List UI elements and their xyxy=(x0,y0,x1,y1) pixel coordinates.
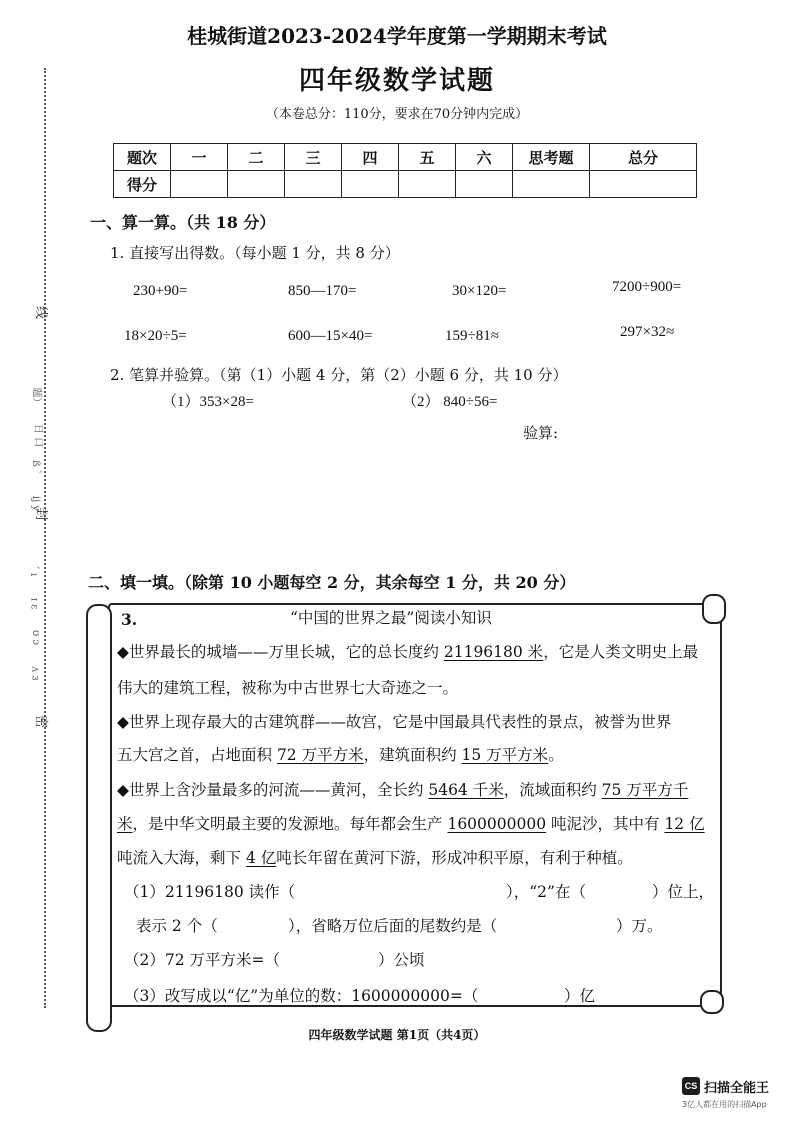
sub1-part6: ）万。 xyxy=(616,917,663,935)
answer-blank[interactable] xyxy=(288,952,376,970)
sub1-part3: ）位上， xyxy=(652,883,715,901)
q3-title: “中国的世界之最”阅读小知识 xyxy=(290,609,492,627)
calc-item: 600—15×40= xyxy=(288,328,373,344)
score-blank-cell[interactable] xyxy=(456,171,513,198)
binding-char-xian: 线 xyxy=(33,305,49,320)
check-label: 验算: xyxy=(523,424,559,442)
page-footer: 四年级数学试题 第1页（共4页） xyxy=(308,1028,486,1042)
paragraph-palace-2 xyxy=(117,745,707,765)
underlined-number: 米 xyxy=(117,815,133,833)
exam-title: 桂城街道2023-2024学年度第一学期期末考试 xyxy=(187,24,607,48)
paragraph-palace: ◆世界上现存最大的古建筑群——故宫，它是中国最具代表性的景点，被誉为世界 xyxy=(117,713,672,731)
q3-number: 3. xyxy=(121,610,138,629)
binding-dotted-line xyxy=(44,68,46,1008)
score-cell: 一 xyxy=(171,144,228,171)
underlined-number: 5464 千米 xyxy=(428,781,504,799)
underlined-number: 12 亿 xyxy=(664,815,705,833)
underlined-number: 1600000000 xyxy=(447,815,547,833)
answer-blank[interactable] xyxy=(282,884,502,902)
binding-char-feng: 封 xyxy=(33,507,49,522)
score-blank-cell[interactable] xyxy=(342,171,399,198)
text: 吨泥沙，其中有 xyxy=(546,815,665,833)
score-table-header-row xyxy=(114,144,697,171)
answer-blank[interactable] xyxy=(490,988,562,1006)
score-cell: 二 xyxy=(228,144,285,171)
paragraph-yellow-river-2 xyxy=(117,814,707,834)
text: 。 xyxy=(548,746,564,764)
binding-mark: 日 口 xyxy=(32,423,44,448)
score-cell: 四 xyxy=(342,144,399,171)
section2-heading: 二、填一填。（除第 10 小题每空 2 分，其余每空 1 分，共 20 分） xyxy=(88,573,576,592)
q2-prompt: 2. 笔算并验算。（第（1）小题 4 分，第（2）小题 6 分，共 10 分） xyxy=(110,366,568,384)
score-blank-cell[interactable] xyxy=(513,171,590,198)
sub1-part2: ），“2”在（ xyxy=(506,883,586,901)
written-calc-item: （1）353×28= xyxy=(162,394,254,410)
sub2-part2: ）公顷 xyxy=(378,951,425,969)
score-blank-cell[interactable] xyxy=(171,171,228,198)
scroll-roll-bottom-right xyxy=(700,990,724,1014)
binding-mark: ß ˋ xyxy=(29,460,41,475)
score-cell: 思考题 xyxy=(513,144,590,171)
paragraph-yellow-river-3 xyxy=(117,848,707,868)
text: ，它是人类文明史上最 xyxy=(543,643,699,661)
paragraph-great-wall xyxy=(117,642,707,662)
section1-heading: 一、算一算。（共 18 分） xyxy=(90,213,276,232)
paragraph-yellow-river xyxy=(117,780,707,800)
score-cell: 三 xyxy=(285,144,342,171)
sub2-part1: （2）72 万平方米=（ xyxy=(124,951,280,969)
scanner-app-name: 扫描全能王 xyxy=(704,1081,770,1096)
exam-instructions: （本卷总分：110分，要求在70分钟内完成） xyxy=(265,107,529,122)
paragraph-great-wall-2: 伟大的建筑工程，被称为中古世界七大奇迹之一。 xyxy=(117,679,459,697)
text: 吨长年留在黄河下游，形成冲积平原，有利于种植。 xyxy=(276,849,633,867)
sub1-part4: 表示 2 个（ xyxy=(136,917,218,935)
scroll-roll-left xyxy=(86,604,112,1032)
text: ，建筑面积约 xyxy=(363,746,462,764)
score-cell: 得分 xyxy=(114,171,171,198)
text: ◆世界上含沙量最多的河流——黄河，全长约 xyxy=(117,781,429,799)
score-blank-cell[interactable] xyxy=(285,171,342,198)
binding-mark: 题） xyxy=(30,387,42,408)
score-cell: 题次 xyxy=(114,144,171,171)
calc-item: 297×32≈ xyxy=(620,324,675,340)
score-cell: 总分 xyxy=(590,144,697,171)
text: ，流域面积约 xyxy=(503,781,602,799)
calc-item: 30×120= xyxy=(452,283,507,299)
score-table-score-row xyxy=(114,171,697,198)
binding-mark: ˊ ı xyxy=(28,564,40,577)
score-blank-cell[interactable] xyxy=(228,171,285,198)
underlined-number: 15 万平方米 xyxy=(461,746,549,764)
calc-item: 159÷81≈ xyxy=(445,328,499,344)
underlined-number: 75 万平方千 xyxy=(601,781,689,799)
answer-blank[interactable] xyxy=(232,918,286,936)
score-blank-cell[interactable] xyxy=(399,171,456,198)
underlined-number: 72 万平方米 xyxy=(276,746,364,764)
text: 吨流入大海，剩下 xyxy=(117,849,246,867)
binding-char-mi: 密 xyxy=(33,714,49,729)
score-cell: 五 xyxy=(399,144,456,171)
score-table xyxy=(113,143,697,198)
binding-mark: ʌ ɜ xyxy=(29,666,41,681)
camscanner-logo-icon: CS xyxy=(682,1077,700,1095)
exam-subject-title: 四年级数学试题 xyxy=(298,66,495,96)
binding-mark: ij ý xyxy=(30,495,42,512)
binding-mark: ɪ ɛ xyxy=(28,597,40,610)
sub1-part1: （1）21196180 读作（ xyxy=(124,883,296,901)
reading-scroll-box xyxy=(108,603,722,1007)
text: ，是中华文明最主要的发源地。每年都会生产 xyxy=(132,815,448,833)
q1-prompt: 1. 直接写出得数。（每小题 1 分，共 8 分） xyxy=(110,244,400,262)
score-cell: 六 xyxy=(456,144,513,171)
calc-item: 230+90= xyxy=(133,283,188,299)
sub3-part1: （3）改写成以“亿”为单位的数：1600000000=（ xyxy=(124,987,479,1005)
scroll-roll-top-right xyxy=(702,594,726,624)
answer-blank[interactable] xyxy=(520,918,616,936)
calc-item: 850—170= xyxy=(288,283,357,299)
scanner-tagline: 3亿人都在用的扫描App xyxy=(682,1100,767,1109)
answer-blank[interactable] xyxy=(606,884,654,902)
written-calc-item: （2） 840÷56= xyxy=(402,394,498,410)
calc-item: 18×20÷5= xyxy=(124,328,187,344)
score-blank-cell[interactable] xyxy=(590,171,697,198)
binding-mark: ʊ ɔ xyxy=(29,630,41,645)
underlined-number: 21196180 米 xyxy=(443,643,544,661)
calc-item: 7200÷900= xyxy=(612,279,682,295)
sub3-part2: ）亿 xyxy=(564,987,596,1005)
underlined-number: 4 亿 xyxy=(245,849,277,867)
text: ◆世界最长的城墙——万里长城，它的总长度约 xyxy=(117,643,444,661)
text: 五大宫之首，占地面积 xyxy=(117,746,277,764)
sub1-part5: ），省略万位后面的尾数约是（ xyxy=(288,917,498,935)
